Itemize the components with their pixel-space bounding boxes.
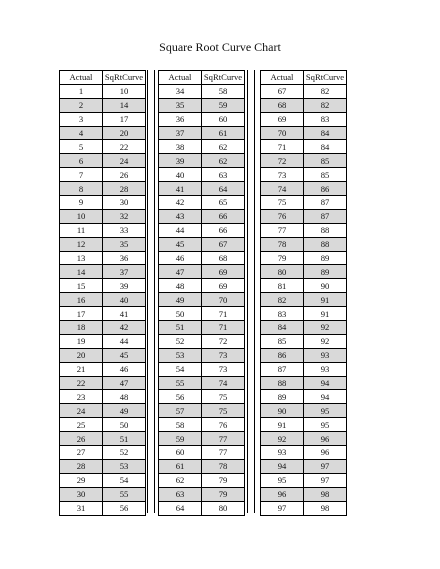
actual-cell: 75 bbox=[261, 196, 304, 210]
table-row bbox=[261, 251, 347, 265]
actual-cell: 77 bbox=[261, 223, 304, 237]
table-row bbox=[159, 473, 245, 487]
table-row bbox=[261, 98, 347, 112]
actual-cell: 79 bbox=[261, 251, 304, 265]
actual-cell: 22 bbox=[60, 376, 103, 390]
sqrtcurve-cell: 72 bbox=[202, 334, 245, 348]
actual-cell: 26 bbox=[60, 432, 103, 446]
actual-cell: 17 bbox=[60, 307, 103, 321]
actual-cell: 15 bbox=[60, 279, 103, 293]
sqrtcurve-cell: 91 bbox=[304, 307, 347, 321]
actual-cell: 48 bbox=[159, 279, 202, 293]
sqrtcurve-cell: 78 bbox=[202, 459, 245, 473]
sqrtcurve-cell: 92 bbox=[304, 334, 347, 348]
actual-cell: 37 bbox=[159, 126, 202, 140]
sqrtcurve-cell: 58 bbox=[202, 84, 245, 98]
actual-cell: 23 bbox=[60, 390, 103, 404]
table-row bbox=[60, 209, 146, 223]
sqrtcurve-cell: 89 bbox=[304, 251, 347, 265]
table-row bbox=[60, 473, 146, 487]
sqrtcurve-cell: 94 bbox=[304, 390, 347, 404]
actual-cell: 21 bbox=[60, 362, 103, 376]
sqrtcurve-cell: 28 bbox=[103, 182, 146, 196]
actual-cell: 57 bbox=[159, 404, 202, 418]
sqrtcurve-cell: 59 bbox=[202, 98, 245, 112]
table-row bbox=[261, 84, 347, 98]
actual-cell: 70 bbox=[261, 126, 304, 140]
actual-cell: 55 bbox=[159, 376, 202, 390]
sqrtcurve-cell: 45 bbox=[103, 348, 146, 362]
sqrtcurve-cell: 97 bbox=[304, 459, 347, 473]
table-row bbox=[60, 168, 146, 182]
sqrtcurve-cell: 42 bbox=[103, 321, 146, 335]
actual-cell: 59 bbox=[159, 432, 202, 446]
actual-cell: 25 bbox=[60, 418, 103, 432]
actual-cell: 64 bbox=[159, 501, 202, 515]
actual-cell: 84 bbox=[261, 321, 304, 335]
actual-cell: 3 bbox=[60, 112, 103, 126]
sqrtcurve-cell: 76 bbox=[202, 418, 245, 432]
actual-cell: 46 bbox=[159, 251, 202, 265]
table-row bbox=[159, 321, 245, 335]
actual-cell: 6 bbox=[60, 154, 103, 168]
sqrtcurve-cell: 10 bbox=[103, 84, 146, 98]
sqrtcurve-cell: 94 bbox=[304, 376, 347, 390]
actual-cell: 63 bbox=[159, 487, 202, 501]
actual-cell: 53 bbox=[159, 348, 202, 362]
table-row bbox=[60, 376, 146, 390]
sqrtcurve-cell: 96 bbox=[304, 432, 347, 446]
actual-cell: 68 bbox=[261, 98, 304, 112]
actual-cell: 13 bbox=[60, 251, 103, 265]
table-row bbox=[60, 432, 146, 446]
sqrtcurve-cell: 67 bbox=[202, 237, 245, 251]
table-row bbox=[60, 487, 146, 501]
actual-cell: 90 bbox=[261, 404, 304, 418]
table-row bbox=[159, 404, 245, 418]
actual-cell: 86 bbox=[261, 348, 304, 362]
sqrtcurve-cell: 87 bbox=[304, 196, 347, 210]
actual-cell: 8 bbox=[60, 182, 103, 196]
table-row bbox=[159, 209, 245, 223]
table-row bbox=[261, 307, 347, 321]
table-row bbox=[261, 390, 347, 404]
actual-cell: 24 bbox=[60, 404, 103, 418]
table-row bbox=[159, 168, 245, 182]
sqrtcurve-cell: 95 bbox=[304, 404, 347, 418]
table-row bbox=[159, 84, 245, 98]
sqrtcurve-cell: 73 bbox=[202, 348, 245, 362]
actual-cell: 95 bbox=[261, 473, 304, 487]
actual-cell: 51 bbox=[159, 321, 202, 335]
actual-cell: 72 bbox=[261, 154, 304, 168]
table-row bbox=[159, 112, 245, 126]
table-row bbox=[261, 418, 347, 432]
sqrtcurve-cell: 56 bbox=[103, 501, 146, 515]
sqrtcurve-cell: 62 bbox=[202, 154, 245, 168]
table-row bbox=[261, 140, 347, 154]
table-row bbox=[159, 418, 245, 432]
sqrtcurve-cell: 52 bbox=[103, 446, 146, 460]
table-row bbox=[60, 321, 146, 335]
actual-cell: 45 bbox=[159, 237, 202, 251]
table-row bbox=[261, 487, 347, 501]
table-row bbox=[60, 418, 146, 432]
column-divider bbox=[247, 70, 255, 513]
actual-cell: 89 bbox=[261, 390, 304, 404]
header-sqrtcurve: SqRtCurve bbox=[103, 71, 146, 85]
table-row bbox=[159, 446, 245, 460]
actual-cell: 44 bbox=[159, 223, 202, 237]
table-row bbox=[159, 223, 245, 237]
header-sqrtcurve: SqRtCurve bbox=[304, 71, 347, 85]
sqrtcurve-cell: 95 bbox=[304, 418, 347, 432]
table-row bbox=[159, 348, 245, 362]
actual-cell: 16 bbox=[60, 293, 103, 307]
sqrtcurve-cell: 17 bbox=[103, 112, 146, 126]
table-row bbox=[159, 140, 245, 154]
actual-cell: 10 bbox=[60, 209, 103, 223]
sqrtcurve-cell: 96 bbox=[304, 446, 347, 460]
actual-cell: 56 bbox=[159, 390, 202, 404]
table-row bbox=[159, 362, 245, 376]
sqrtcurve-cell: 77 bbox=[202, 446, 245, 460]
sqrtcurve-cell: 83 bbox=[304, 112, 347, 126]
table-row bbox=[159, 98, 245, 112]
table-row bbox=[60, 140, 146, 154]
actual-cell: 31 bbox=[60, 501, 103, 515]
actual-cell: 5 bbox=[60, 140, 103, 154]
table-row bbox=[261, 168, 347, 182]
sqrtcurve-cell: 32 bbox=[103, 209, 146, 223]
table-row bbox=[261, 237, 347, 251]
sqrtcurve-cell: 82 bbox=[304, 98, 347, 112]
header-sqrtcurve: SqRtCurve bbox=[202, 71, 245, 85]
actual-cell: 27 bbox=[60, 446, 103, 460]
table-row bbox=[261, 334, 347, 348]
sqrtcurve-cell: 84 bbox=[304, 140, 347, 154]
sqrtcurve-cell: 48 bbox=[103, 390, 146, 404]
table-row bbox=[159, 376, 245, 390]
table-row bbox=[60, 348, 146, 362]
table-row bbox=[261, 223, 347, 237]
actual-cell: 60 bbox=[159, 446, 202, 460]
table-row bbox=[261, 279, 347, 293]
sqrtcurve-cell: 33 bbox=[103, 223, 146, 237]
sqrtcurve-cell: 98 bbox=[304, 487, 347, 501]
table-row bbox=[261, 126, 347, 140]
actual-cell: 81 bbox=[261, 279, 304, 293]
sqrtcurve-cell: 92 bbox=[304, 321, 347, 335]
sqrtcurve-cell: 84 bbox=[304, 126, 347, 140]
sqrtcurve-cell: 80 bbox=[202, 501, 245, 515]
actual-cell: 71 bbox=[261, 140, 304, 154]
table-row bbox=[60, 334, 146, 348]
actual-cell: 69 bbox=[261, 112, 304, 126]
sqrtcurve-cell: 66 bbox=[202, 209, 245, 223]
table-row bbox=[60, 307, 146, 321]
curve-table-3 bbox=[260, 70, 347, 516]
actual-cell: 80 bbox=[261, 265, 304, 279]
table-row bbox=[159, 459, 245, 473]
actual-cell: 93 bbox=[261, 446, 304, 460]
sqrtcurve-cell: 77 bbox=[202, 432, 245, 446]
table-row bbox=[159, 487, 245, 501]
sqrtcurve-cell: 24 bbox=[103, 154, 146, 168]
actual-cell: 74 bbox=[261, 182, 304, 196]
table-row bbox=[261, 293, 347, 307]
sqrtcurve-cell: 36 bbox=[103, 251, 146, 265]
sqrtcurve-cell: 98 bbox=[304, 501, 347, 515]
sqrtcurve-cell: 89 bbox=[304, 265, 347, 279]
actual-cell: 40 bbox=[159, 168, 202, 182]
sqrtcurve-cell: 79 bbox=[202, 487, 245, 501]
table-row bbox=[261, 362, 347, 376]
sqrtcurve-cell: 69 bbox=[202, 279, 245, 293]
sqrtcurve-cell: 82 bbox=[304, 84, 347, 98]
actual-cell: 41 bbox=[159, 182, 202, 196]
sqrtcurve-cell: 86 bbox=[304, 182, 347, 196]
table-row bbox=[261, 196, 347, 210]
sqrtcurve-cell: 51 bbox=[103, 432, 146, 446]
actual-cell: 61 bbox=[159, 459, 202, 473]
page-title: Square Root Curve Chart bbox=[159, 40, 281, 54]
table-row bbox=[159, 265, 245, 279]
table-row bbox=[60, 265, 146, 279]
actual-cell: 67 bbox=[261, 84, 304, 98]
table-row bbox=[159, 334, 245, 348]
actual-cell: 85 bbox=[261, 334, 304, 348]
sqrtcurve-cell: 79 bbox=[202, 473, 245, 487]
sqrtcurve-cell: 53 bbox=[103, 459, 146, 473]
sqrtcurve-cell: 63 bbox=[202, 168, 245, 182]
table-row bbox=[261, 404, 347, 418]
sqrtcurve-cell: 22 bbox=[103, 140, 146, 154]
actual-cell: 43 bbox=[159, 209, 202, 223]
table-row bbox=[60, 84, 146, 98]
table-row bbox=[261, 321, 347, 335]
sqrtcurve-cell: 37 bbox=[103, 265, 146, 279]
sqrtcurve-cell: 64 bbox=[202, 182, 245, 196]
table-row bbox=[159, 279, 245, 293]
sqrtcurve-cell: 88 bbox=[304, 223, 347, 237]
table-row bbox=[159, 501, 245, 515]
table-row bbox=[159, 251, 245, 265]
actual-cell: 39 bbox=[159, 154, 202, 168]
table-row bbox=[261, 459, 347, 473]
table-row bbox=[261, 348, 347, 362]
sqrtcurve-cell: 35 bbox=[103, 237, 146, 251]
table-row bbox=[60, 112, 146, 126]
table-row bbox=[60, 390, 146, 404]
sqrtcurve-cell: 41 bbox=[103, 307, 146, 321]
sqrtcurve-cell: 60 bbox=[202, 112, 245, 126]
sqrtcurve-cell: 71 bbox=[202, 307, 245, 321]
table-row bbox=[159, 126, 245, 140]
sqrtcurve-cell: 88 bbox=[304, 237, 347, 251]
table-row bbox=[60, 404, 146, 418]
table-row bbox=[159, 390, 245, 404]
actual-cell: 50 bbox=[159, 307, 202, 321]
sqrtcurve-cell: 46 bbox=[103, 362, 146, 376]
table-row bbox=[60, 293, 146, 307]
table-row bbox=[60, 223, 146, 237]
actual-cell: 20 bbox=[60, 348, 103, 362]
table-row bbox=[60, 196, 146, 210]
sqrtcurve-cell: 65 bbox=[202, 196, 245, 210]
table-row bbox=[261, 501, 347, 515]
sqrtcurve-cell: 61 bbox=[202, 126, 245, 140]
sqrtcurve-cell: 49 bbox=[103, 404, 146, 418]
sqrtcurve-cell: 20 bbox=[103, 126, 146, 140]
sqrtcurve-cell: 97 bbox=[304, 473, 347, 487]
table-row bbox=[159, 196, 245, 210]
table-row bbox=[60, 126, 146, 140]
sqrtcurve-cell: 62 bbox=[202, 140, 245, 154]
actual-cell: 88 bbox=[261, 376, 304, 390]
actual-cell: 83 bbox=[261, 307, 304, 321]
sqrtcurve-cell: 66 bbox=[202, 223, 245, 237]
table-row bbox=[261, 376, 347, 390]
sqrtcurve-cell: 73 bbox=[202, 362, 245, 376]
table-row bbox=[60, 446, 146, 460]
actual-cell: 30 bbox=[60, 487, 103, 501]
sqrtcurve-cell: 54 bbox=[103, 473, 146, 487]
table-row bbox=[159, 293, 245, 307]
table-row bbox=[159, 432, 245, 446]
table-row bbox=[261, 154, 347, 168]
actual-cell: 38 bbox=[159, 140, 202, 154]
table-row bbox=[261, 265, 347, 279]
sqrtcurve-cell: 47 bbox=[103, 376, 146, 390]
table-row bbox=[60, 154, 146, 168]
table-row bbox=[159, 154, 245, 168]
sqrtcurve-cell: 30 bbox=[103, 196, 146, 210]
actual-cell: 58 bbox=[159, 418, 202, 432]
table-row bbox=[60, 459, 146, 473]
sqrtcurve-cell: 55 bbox=[103, 487, 146, 501]
curve-table-1 bbox=[59, 70, 146, 516]
sqrtcurve-cell: 93 bbox=[304, 348, 347, 362]
actual-cell: 76 bbox=[261, 209, 304, 223]
header-actual: Actual bbox=[261, 71, 304, 85]
actual-cell: 87 bbox=[261, 362, 304, 376]
actual-cell: 11 bbox=[60, 223, 103, 237]
table-row bbox=[159, 237, 245, 251]
actual-cell: 14 bbox=[60, 265, 103, 279]
actual-cell: 96 bbox=[261, 487, 304, 501]
actual-cell: 78 bbox=[261, 237, 304, 251]
sqrtcurve-cell: 91 bbox=[304, 293, 347, 307]
table-row bbox=[261, 182, 347, 196]
actual-cell: 73 bbox=[261, 168, 304, 182]
table-row bbox=[261, 432, 347, 446]
table-row bbox=[60, 251, 146, 265]
table-row bbox=[261, 209, 347, 223]
sqrtcurve-cell: 75 bbox=[202, 404, 245, 418]
sqrtcurve-cell: 87 bbox=[304, 209, 347, 223]
actual-cell: 7 bbox=[60, 168, 103, 182]
table-row bbox=[261, 446, 347, 460]
actual-cell: 82 bbox=[261, 293, 304, 307]
sqrtcurve-cell: 85 bbox=[304, 168, 347, 182]
actual-cell: 92 bbox=[261, 432, 304, 446]
actual-cell: 12 bbox=[60, 237, 103, 251]
sqrtcurve-cell: 68 bbox=[202, 251, 245, 265]
table-row bbox=[261, 112, 347, 126]
actual-cell: 35 bbox=[159, 98, 202, 112]
table-row bbox=[60, 362, 146, 376]
curve-table-2 bbox=[158, 70, 245, 516]
actual-cell: 4 bbox=[60, 126, 103, 140]
sqrtcurve-cell: 71 bbox=[202, 321, 245, 335]
table-row bbox=[60, 279, 146, 293]
table-row bbox=[60, 98, 146, 112]
actual-cell: 94 bbox=[261, 459, 304, 473]
actual-cell: 54 bbox=[159, 362, 202, 376]
actual-cell: 34 bbox=[159, 84, 202, 98]
sqrtcurve-cell: 40 bbox=[103, 293, 146, 307]
actual-cell: 52 bbox=[159, 334, 202, 348]
table-row bbox=[159, 307, 245, 321]
actual-cell: 42 bbox=[159, 196, 202, 210]
sqrtcurve-cell: 44 bbox=[103, 334, 146, 348]
sqrtcurve-cell: 50 bbox=[103, 418, 146, 432]
actual-cell: 49 bbox=[159, 293, 202, 307]
actual-cell: 97 bbox=[261, 501, 304, 515]
sqrtcurve-cell: 69 bbox=[202, 265, 245, 279]
actual-cell: 29 bbox=[60, 473, 103, 487]
sqrtcurve-cell: 74 bbox=[202, 376, 245, 390]
column-divider bbox=[147, 70, 155, 513]
table-row bbox=[60, 182, 146, 196]
sqrtcurve-cell: 14 bbox=[103, 98, 146, 112]
actual-cell: 19 bbox=[60, 334, 103, 348]
actual-cell: 18 bbox=[60, 321, 103, 335]
table-row bbox=[261, 473, 347, 487]
actual-cell: 62 bbox=[159, 473, 202, 487]
header-actual: Actual bbox=[159, 71, 202, 85]
actual-cell: 28 bbox=[60, 459, 103, 473]
sqrtcurve-cell: 75 bbox=[202, 390, 245, 404]
sqrtcurve-cell: 26 bbox=[103, 168, 146, 182]
table-row bbox=[60, 501, 146, 515]
actual-cell: 36 bbox=[159, 112, 202, 126]
header-actual: Actual bbox=[60, 71, 103, 85]
actual-cell: 47 bbox=[159, 265, 202, 279]
actual-cell: 2 bbox=[60, 98, 103, 112]
sqrtcurve-cell: 70 bbox=[202, 293, 245, 307]
sqrtcurve-cell: 85 bbox=[304, 154, 347, 168]
actual-cell: 91 bbox=[261, 418, 304, 432]
table-row bbox=[159, 182, 245, 196]
sqrtcurve-cell: 39 bbox=[103, 279, 146, 293]
actual-cell: 1 bbox=[60, 84, 103, 98]
table-row bbox=[60, 237, 146, 251]
sqrtcurve-cell: 90 bbox=[304, 279, 347, 293]
actual-cell: 9 bbox=[60, 196, 103, 210]
sqrtcurve-cell: 93 bbox=[304, 362, 347, 376]
